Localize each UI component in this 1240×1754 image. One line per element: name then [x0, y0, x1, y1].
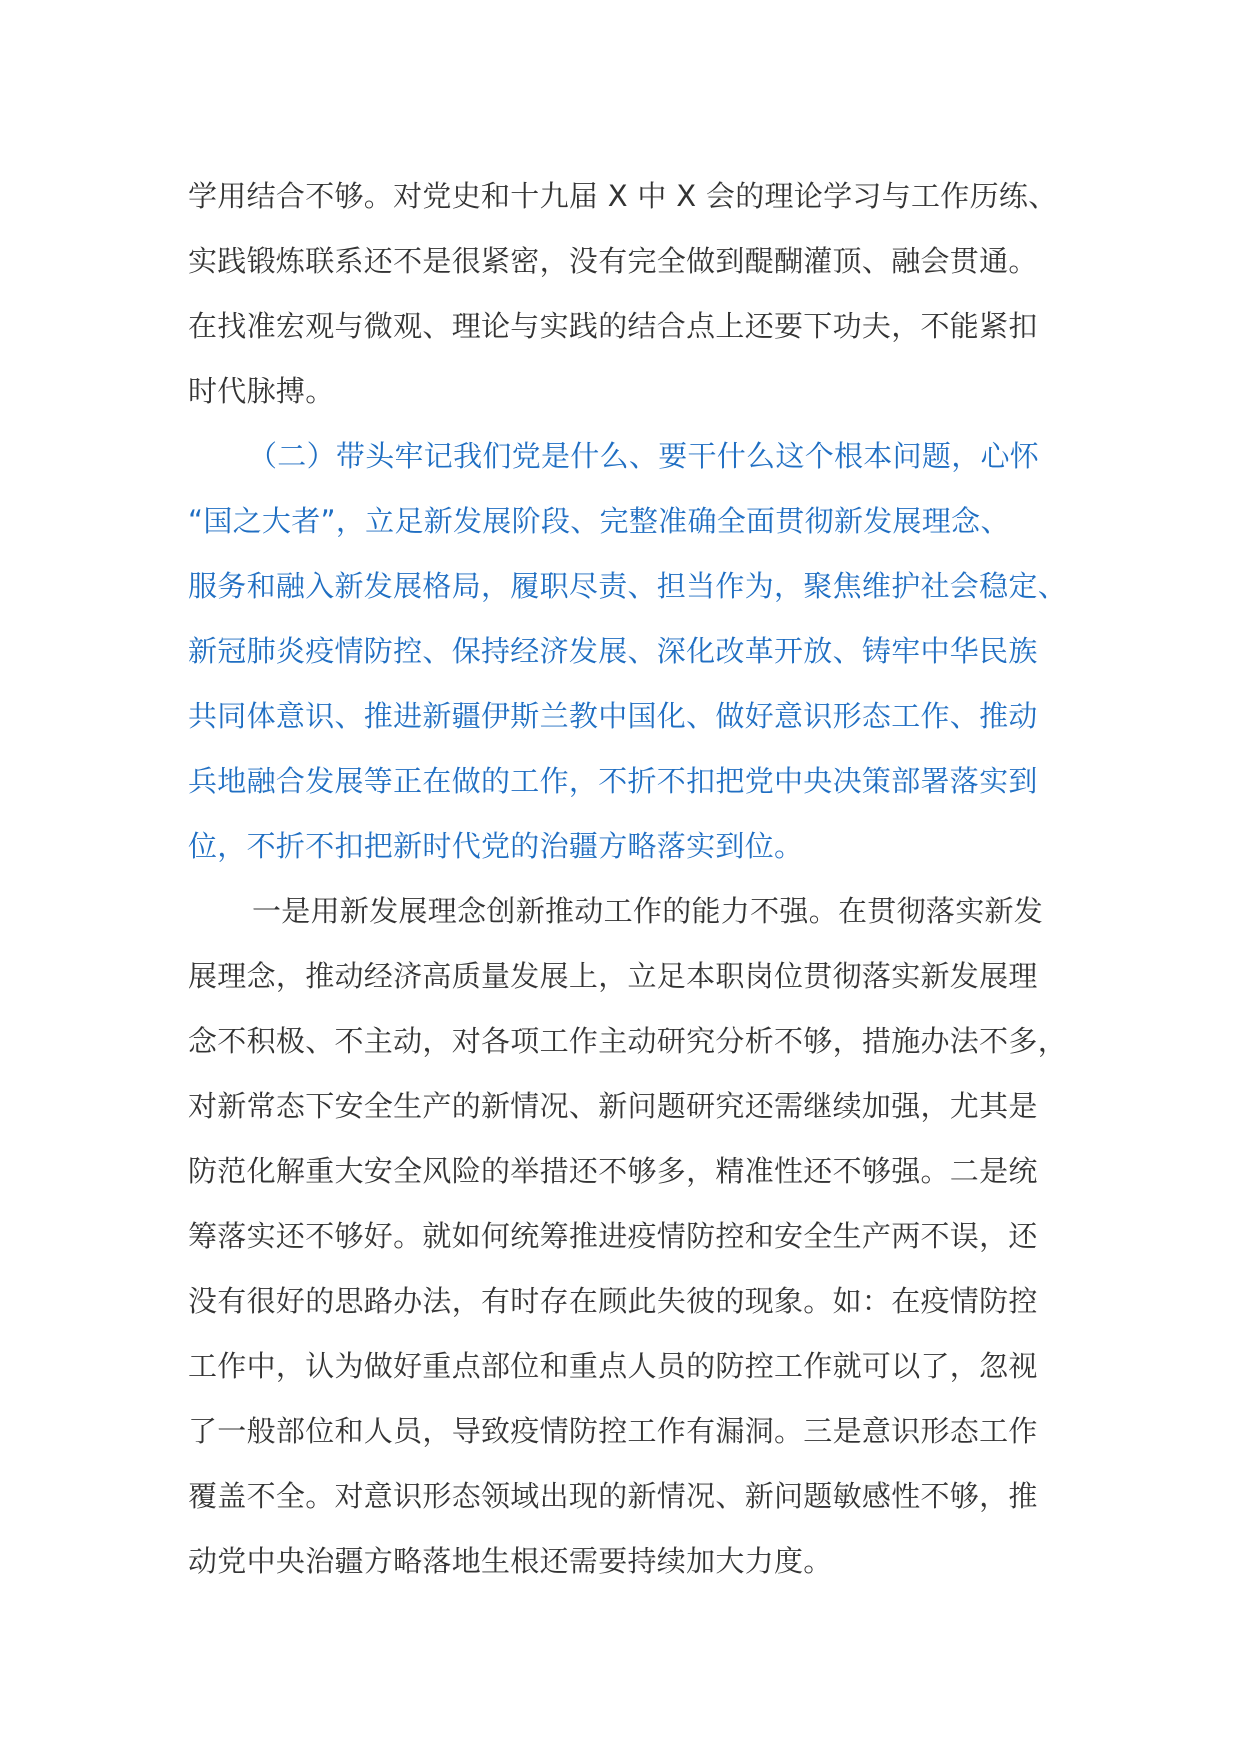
heading-line: （二）带头牢记我们党是什么、要干什么这个根本问题，心怀: [248, 439, 1040, 473]
text-line: 在找准宏观与微观、理论与实践的结合点上还要下功夫，不能紧扣: [188, 309, 1038, 343]
section-heading-two: [188, 424, 1068, 879]
heading-line: 新冠肺炎疫情防控、保持经济发展、深化改革开放、铸牢中华民族: [188, 634, 1038, 668]
text-line: 防范化解重大安全风险的举措还不够多，精准性还不够强。二是统: [188, 1154, 1038, 1188]
text-line: 覆盖不全。对意识形态领域出现的新情况、新问题敏感性不够，推: [188, 1479, 1038, 1513]
text-line: 了一般部位和人员，导致疫情防控工作有漏洞。三是意识形态工作: [188, 1414, 1038, 1448]
heading-line: 共同体意识、推进新疆伊斯兰教中国化、做好意识形态工作、推动: [188, 699, 1038, 733]
text-line: 实践锻炼联系还不是很紧密，没有完全做到醍醐灌顶、融会贯通。: [188, 244, 1038, 278]
heading-line: “国之大者”，立足新发展阶段、完整准确全面贯彻新发展理念、: [188, 504, 1010, 538]
text-line: 动党中央治疆方略落地生根还需要持续加大力度。: [188, 1544, 833, 1578]
heading-line: 服务和融入新发展格局，履职尽责、担当作为，聚焦维护社会稳定、: [188, 569, 1068, 603]
document-body: [188, 164, 1068, 1594]
text-line: 念不积极、不主动，对各项工作主动研究分析不够，措施办法不多，: [188, 1024, 1068, 1058]
text-line: 工作中，认为做好重点部位和重点人员的防控工作就可以了，忽视: [188, 1349, 1038, 1383]
text-line: 筹落实还不够好。就如何统筹推进疫情防控和安全生产两不误，还: [188, 1219, 1038, 1253]
text-line: 学用结合不够。对党史和十九届 X 中 X 会的理论学习与工作历练、: [188, 179, 1058, 213]
text-line: 展理念，推动经济高质量发展上，立足本职岗位贯彻落实新发展理: [188, 959, 1038, 993]
heading-line: 位，不折不扣把新时代党的治疆方略落实到位。: [188, 829, 804, 863]
text-line: 一是用新发展理念创新推动工作的能力不强。在贯彻落实新发: [252, 894, 1044, 928]
text-line: 没有很好的思路办法，有时存在顾此失彼的现象。如：在疫情防控: [188, 1284, 1038, 1318]
paragraph-problems: [188, 879, 1068, 1594]
paragraph-continuation: [188, 164, 1068, 424]
text-line: 对新常态下安全生产的新情况、新问题研究还需继续加强，尤其是: [188, 1089, 1038, 1123]
heading-line: 兵地融合发展等正在做的工作，不折不扣把党中央决策部署落实到: [188, 764, 1038, 798]
text-line: 时代脉搏。: [188, 374, 335, 408]
